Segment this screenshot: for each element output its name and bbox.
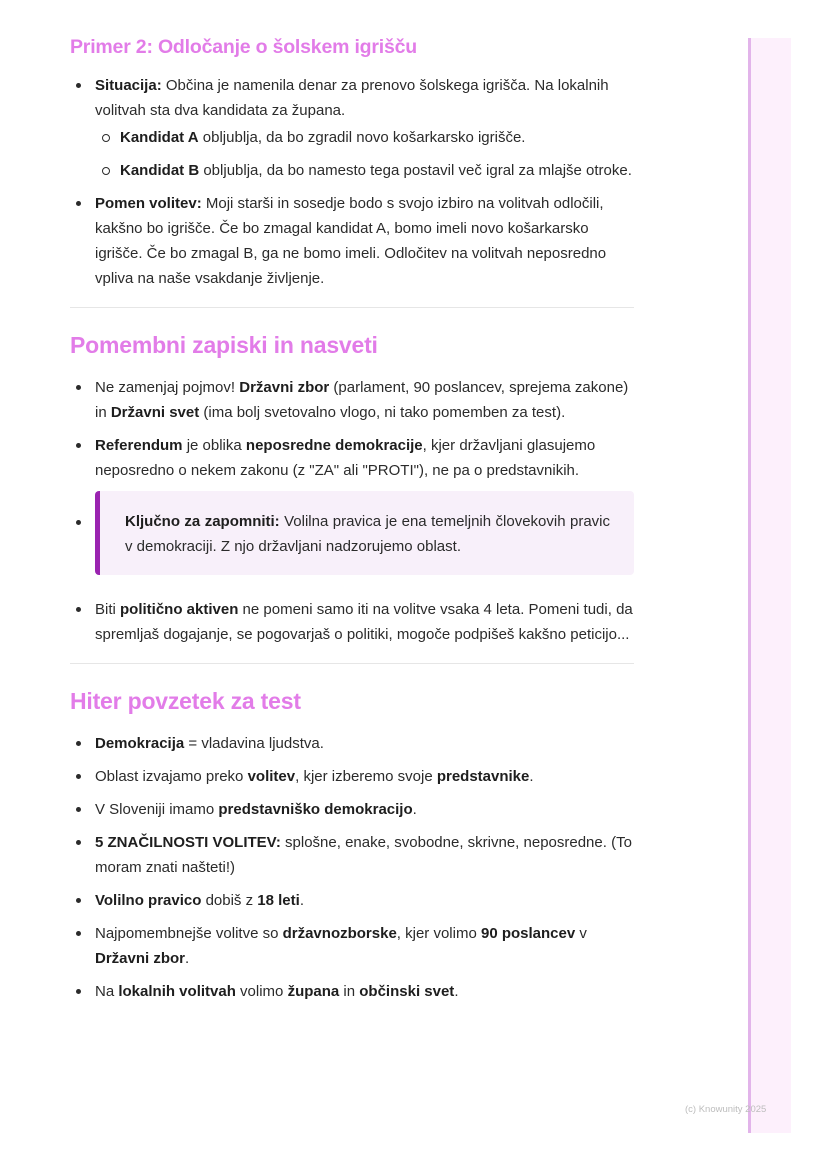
summary-heading: Hiter povzetek za test	[70, 688, 301, 714]
list-item: Biti politično aktiven ne pomeni samo iti na volitve vsaka 4 leta. Pomeni tudi, da spremljaš dogajanje, se pogovarjaš o politiki, mogoče podpišeš kakšno peticijo...	[70, 597, 634, 647]
section-divider	[70, 663, 634, 664]
list-item: Oblast izvajamo preko volitev, kjer izberemo svoje predstavnike.	[70, 764, 634, 789]
example-list	[70, 73, 634, 291]
summary-list	[70, 731, 634, 1004]
document-content	[70, 36, 634, 1012]
key-takeaway-callout: Ključno za zapomniti: Volilna pravica je ena temeljnih človekovih pravic v demokraciji. Z njo državljani nadzorujemo oblast.	[95, 491, 634, 575]
list-item-situation: Situacija: Občina je namenila denar za prenovo šolskega igrišča. Na lokalnih volitvah sta dva kandidata za župana. Kandidat A obljublja, da bo zgradil novo košarkarsko igrišče. Kandidat B obljublja, da bo namesto tega postavil več igral za mlajše otroke.	[70, 73, 634, 183]
list-item: Ne zamenjaj pojmov! Državni zbor (parlament, 90 poslancev, sprejema zakone) in Državni svet (ima bolj svetovalno vlogo, ni tako pomemben za test).	[70, 375, 634, 425]
list-item: Volilno pravico dobiš z 18 leti.	[70, 888, 634, 913]
copyright-footer: (c) Knowunity 2025	[685, 1104, 767, 1115]
list-item-meaning: Pomen volitev: Moji starši in sosedje bodo s svojo izbiro na volitvah odločili, kakšno bo igrišče. Če bo zmagal kandidat A, bomo imeli novo košarkarsko igrišče. Če bo zmagal B, ga ne bomo imeli. Odločitev na volitvah neposredno vpliva na naše vsakdanje življenje.	[70, 191, 634, 291]
list-item-candidate-b: Kandidat B obljublja, da bo namesto tega postavil več igral za mlajše otroke.	[95, 158, 634, 183]
list-item-candidate-a: Kandidat A obljublja, da bo zgradil novo košarkarsko igrišče.	[95, 125, 634, 150]
list-item: Najpomembnejše volitve so državnozborske, kjer volimo 90 poslancev v Državni zbor.	[70, 921, 634, 971]
example-heading: Primer 2: Odločanje o šolskem igrišču	[70, 36, 417, 58]
list-item-callout	[70, 491, 634, 575]
notes-heading: Pomembni zapiski in nasveti	[70, 332, 378, 358]
notes-list	[70, 375, 634, 647]
list-item: Referendum je oblika neposredne demokracije, kjer državljani glasujemo neposredno o nekem zakonu (z "ZA" ali "PROTI"), ne pa o predstavnikih.	[70, 433, 634, 483]
section-divider	[70, 307, 634, 308]
list-item: 5 ZNAČILNOSTI VOLITEV: splošne, enake, svobodne, skrivne, neposredne. (To moram znati našteti!)	[70, 830, 634, 880]
list-item: V Sloveniji imamo predstavniško demokracijo.	[70, 797, 634, 822]
side-margin-panel	[748, 38, 791, 1133]
list-item: Demokracija = vladavina ljudstva.	[70, 731, 634, 756]
candidate-list	[95, 125, 634, 183]
list-item: Na lokalnih volitvah volimo župana in občinski svet.	[70, 979, 634, 1004]
